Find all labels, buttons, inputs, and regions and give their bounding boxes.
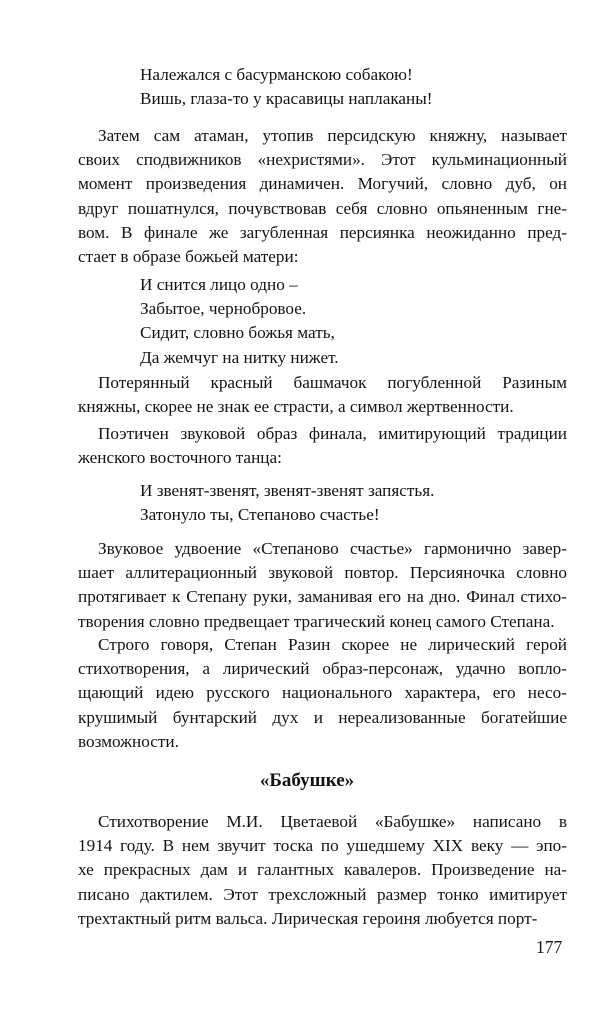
paragraph	[78, 422, 567, 470]
text-line: протягивает к Степану руки, заманивая его на дно. Финал стихо-	[78, 587, 567, 607]
text-line: стает в образе божьей матери:	[78, 247, 299, 267]
text-line: возможности.	[78, 731, 179, 751]
verse-quote	[140, 273, 560, 370]
text-line: Звуковое удвоение «Степаново счастье» гармонично завер-	[98, 539, 567, 558]
text-line: Поэтичен звуковой образ финала, имитирующий традиции	[98, 424, 567, 443]
text-line: женского восточного танца:	[78, 448, 282, 468]
text-line: щающий идею русского национального характера, его несо-	[78, 683, 567, 703]
paragraph	[78, 633, 567, 754]
text-line: писано дактилем. Этот трехсложный размер тонко имитирует	[78, 884, 567, 904]
verse-quote	[140, 479, 560, 527]
text-line: шает аллитерационный звуковой повтор. Персияночка словно	[78, 563, 567, 583]
paragraph	[78, 371, 567, 419]
text-line: Строго говоря, Степан Разин скорее не лирический герой	[98, 635, 567, 654]
text-line: творения словно предвещает трагический конец самого Степана.	[78, 611, 555, 631]
text-line: трехтактный ритм вальса. Лирическая героиня любуется порт-	[78, 908, 538, 928]
verse-quote	[140, 63, 560, 111]
verse-line: Вишь, глаза-то у красавицы наплаканы!	[140, 89, 433, 109]
text-line: своих сподвижников «нехристями». Этот кульминационный	[78, 150, 567, 170]
text-line: момент произведения динамичен. Могучий, словно дуб, он	[78, 174, 567, 194]
text-line: Затем сам атаман, утопив персидскую княжну, называет	[98, 126, 567, 145]
text-line: хе прекрасных дам и галантных кавалеров. Произведение на-	[78, 860, 567, 880]
verse-line: И снится лицо одно –	[140, 275, 298, 294]
paragraph	[78, 810, 567, 931]
verse-line: Да жемчуг на нитку нижет.	[140, 347, 339, 367]
verse-line: Сидит, словно божья мать,	[140, 323, 335, 343]
section-title: «Бабушке»	[259, 770, 355, 791]
paragraph	[78, 537, 567, 634]
verse-line: Належался с басурманскою собакою!	[140, 65, 413, 84]
text-line: вдруг пошатнулся, почувствовав себя словно опьяненным гне-	[78, 198, 567, 218]
text-line: крушимый бунтарский дух и нереализованные богатейшие	[78, 707, 567, 727]
paragraph	[78, 124, 567, 269]
verse-line: И звенят-звенят, звенят-звенят запястья.	[140, 481, 435, 500]
text-line: Потерянный красный башмачок погубленной Разиным	[98, 373, 567, 392]
text-line: княжны, скорее не знак ее страсти, а символ жертвенности.	[78, 397, 514, 417]
text-line: Стихотворение М.И. Цветаевой «Бабушке» написано в	[98, 812, 567, 831]
text-line: стихотворения, а лирический образ-персонаж, удачно вопло-	[78, 659, 567, 679]
verse-line: Затонуло ты, Степаново счастье!	[140, 505, 380, 525]
text-line: вом. В финале же загубленная персиянка неожиданно пред-	[78, 222, 567, 242]
text-line: 1914 году. В нем звучит тоска по ушедшему XIX веку — эпо-	[78, 836, 567, 856]
page-number: 177	[536, 937, 563, 957]
verse-line: Забытое, чернобровое.	[140, 299, 307, 319]
